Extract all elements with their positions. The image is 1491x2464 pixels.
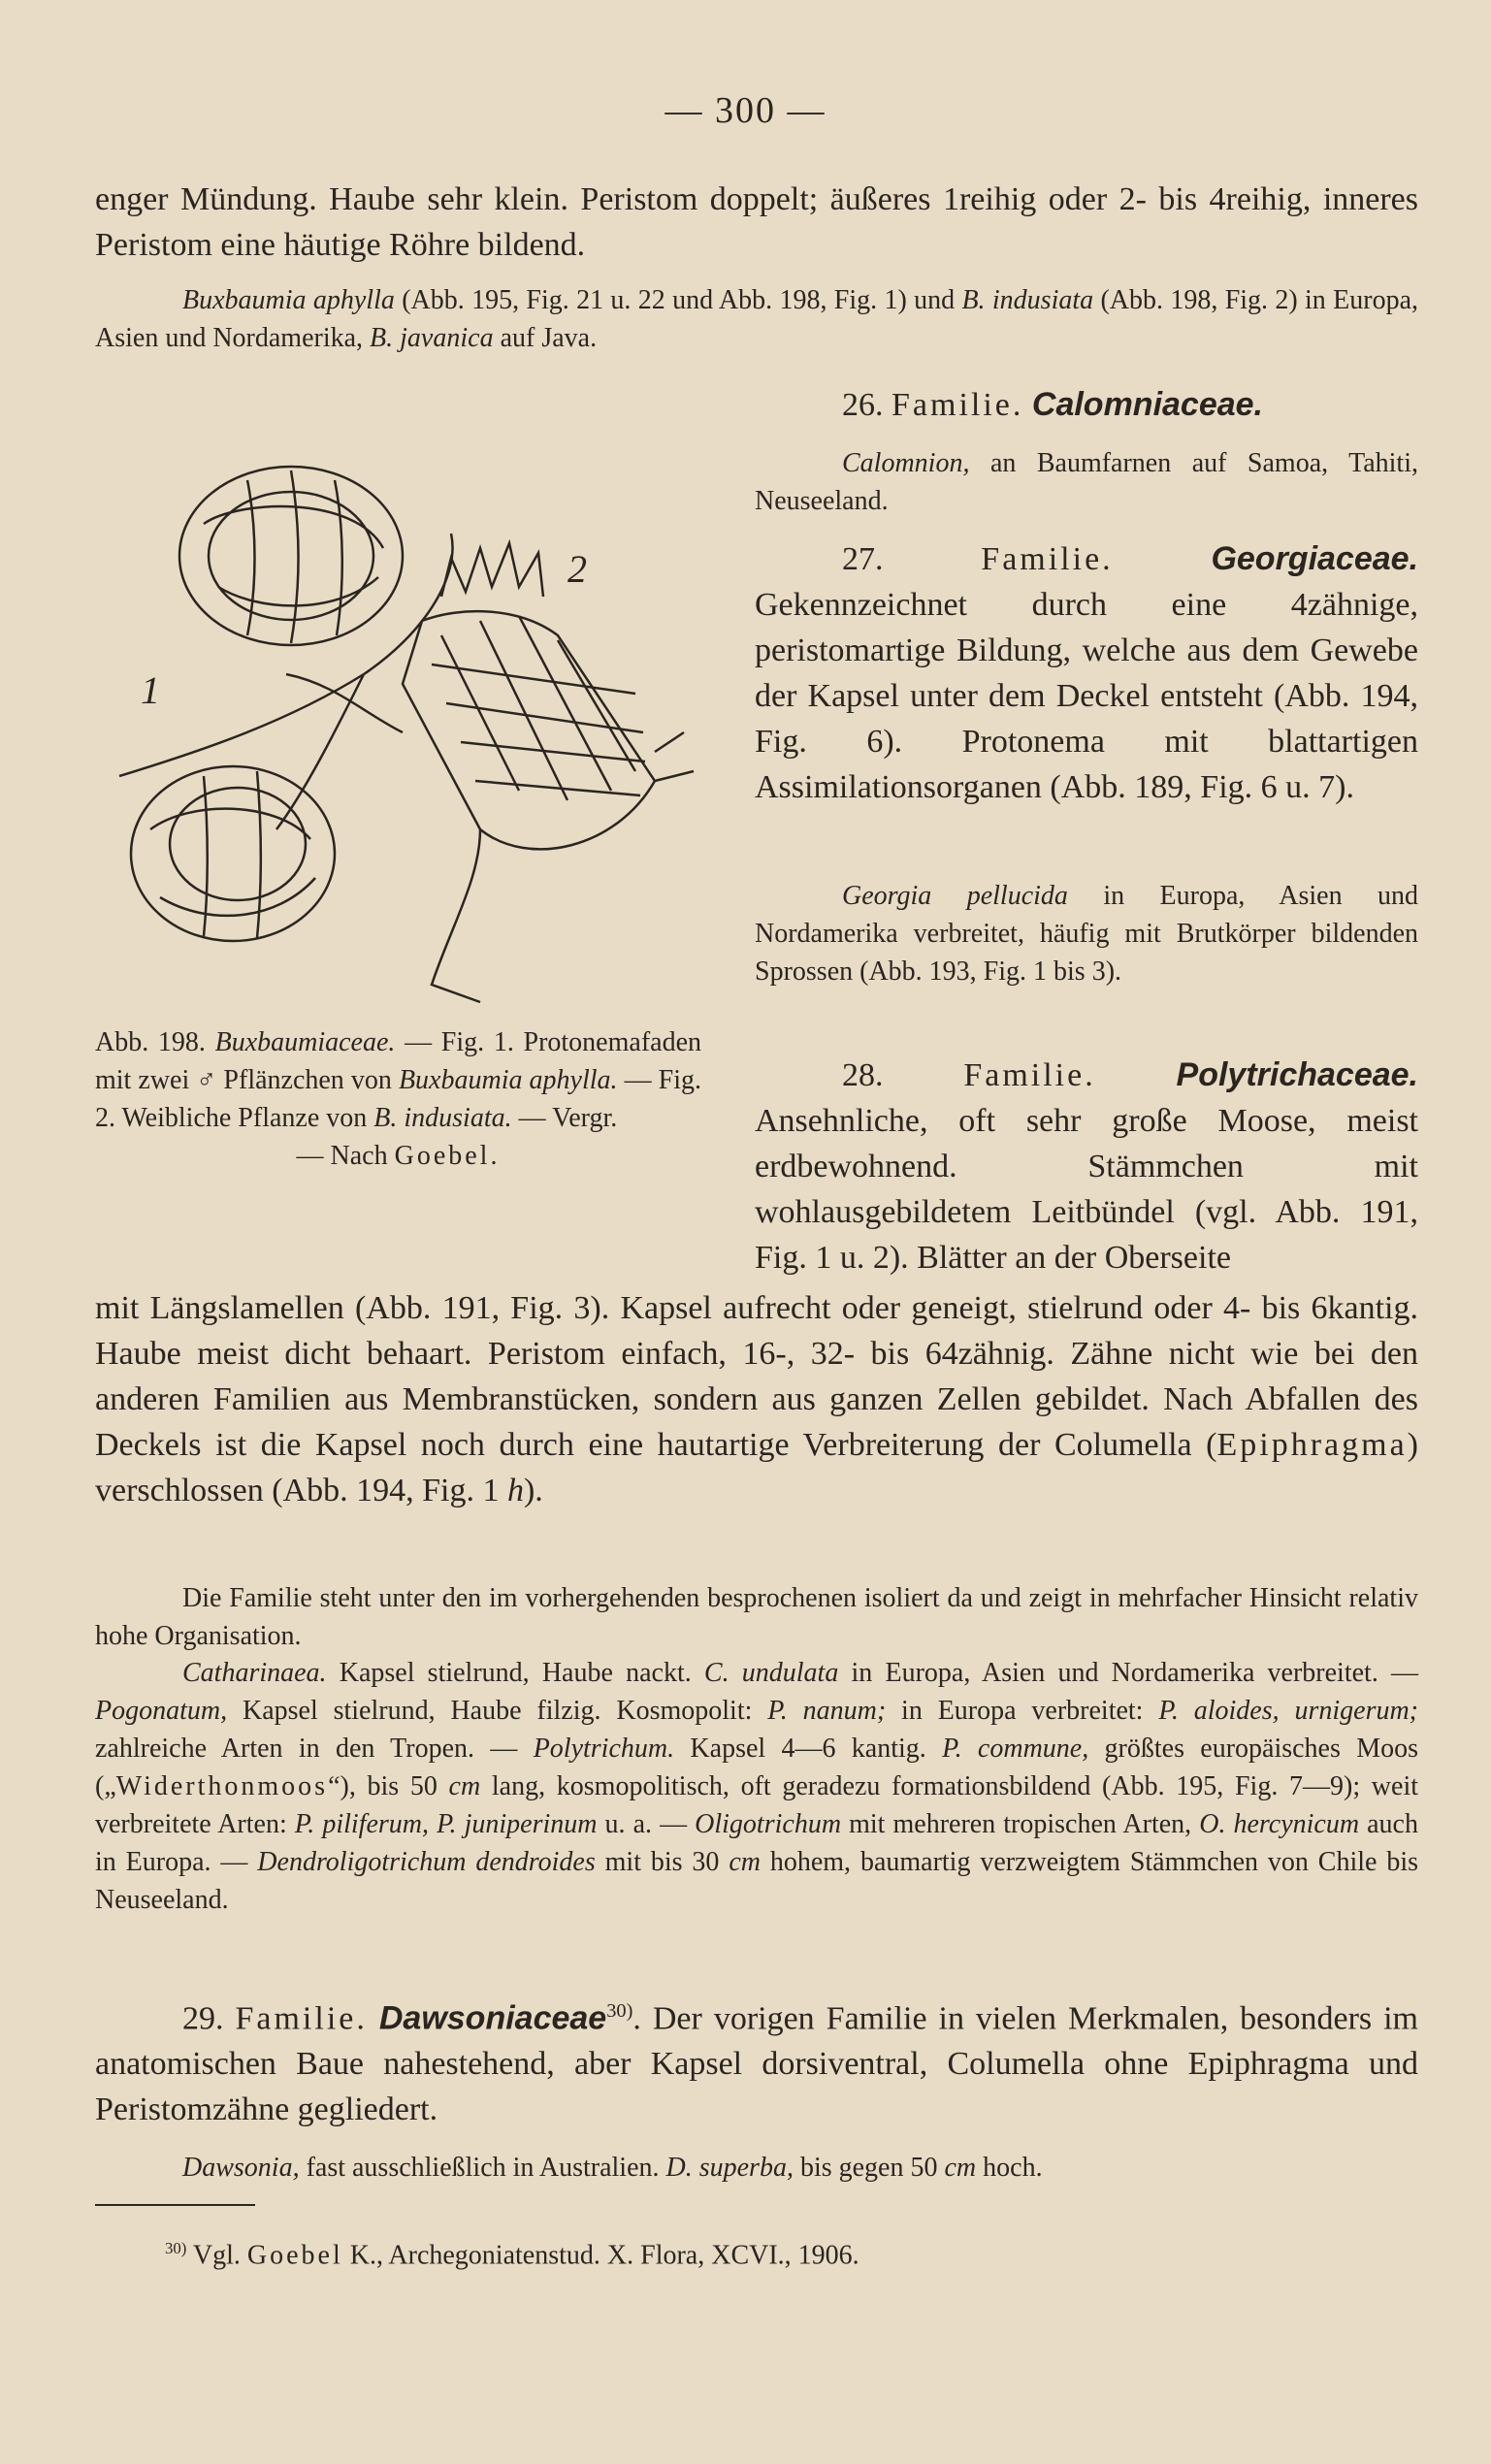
caption-species: B. indusiata. — [373, 1103, 512, 1133]
note-text: (Abb. 195, Fig. 21 u. 22 und Abb. 198, Fig. 1) und — [394, 285, 962, 315]
family-text: ) verschlossen (Abb. 194, Fig. 1 — [95, 1427, 1418, 1508]
spaced-term: Widerthonmoos — [115, 1771, 329, 1801]
family-label: Familie. — [981, 541, 1114, 577]
species-name: P. piliferum, P. juniperinum — [294, 1809, 598, 1839]
note-text: zahlreiche Arten in den Tropen. — — [95, 1734, 534, 1764]
species-name: P. nanum; — [767, 1696, 887, 1726]
family-label: Familie. — [963, 1057, 1096, 1093]
note-text: größtes europäisches Moos („ — [95, 1734, 1418, 1801]
note-text: an Baumfarnen auf Samoa, Tahiti, Neuseeland. — [755, 448, 1418, 516]
note-text: Kapsel stielrund, Haube nackt. — [326, 1658, 704, 1688]
unit: cm — [944, 2153, 977, 2183]
note-text: u. a. — — [597, 1809, 696, 1839]
species-name: Dendroligotrichum dendroides — [257, 1847, 596, 1877]
caption-text: — Fig. 2. Weibliche Pflanze von — [95, 1065, 701, 1133]
family-text: . Der vorigen Familie in vielen Merkmalen, besonders im anatomischen Baue nahestehend, aber Kapsel dorsiventral, Columella ohne Epiphragma und Peristomzähne gegliedert. — [95, 2000, 1419, 2128]
species-name: Georgia pellucida — [842, 881, 1068, 911]
note-text: (Abb. 198, Fig. 2) in Europa, Asien und Nordamerika, — [95, 285, 1419, 353]
upper-capsule — [179, 467, 403, 645]
genus-name: Catharinaea. — [182, 1658, 327, 1688]
family-27-note — [755, 877, 1418, 990]
family-26-note — [755, 444, 1418, 520]
footnote — [165, 2229, 859, 2275]
note-text: hohem, baumartig verzweigtem Stämmchen von Chile bis Neuseeland. — [95, 1847, 1419, 1915]
species-name: B. indusiata — [961, 285, 1094, 315]
isolated-note: Die Familie steht unter den im vorhergehenden besprochenen isoliert da und zeigt in mehrfacher Hinsicht relativ hohe Organisation. — [95, 1583, 1418, 1651]
family-label: Familie. — [235, 2000, 368, 2037]
dawsonia-note — [95, 2149, 1418, 2187]
family-text: Gekennzeichnet durch eine 4zähnige, peristomartige Bildung, welche aus dem Gewebe der Kapsel unter dem Deckel entsteht (Abb. 194, Fig. 6). Protonema mit blattartigen Assimilationsorganen (Abb. 189, Fig. 6 u. 7). — [755, 587, 1418, 805]
note-text: in Europa, Asien und Nordamerika verbreitet. — — [838, 1658, 1419, 1688]
note-text: Kapsel 4—6 kantig. — [674, 1734, 943, 1764]
genera-note — [95, 1654, 1418, 1919]
female-plant — [403, 611, 655, 849]
footnote-author: Goebel — [246, 2240, 343, 2271]
unit: cm — [729, 1847, 761, 1877]
family-name: Georgiaceae. — [1211, 540, 1419, 577]
genus-name: Polytrichum. — [533, 1734, 675, 1764]
figure-caption — [95, 1023, 701, 1175]
footnote-divider — [95, 2204, 255, 2206]
footnote-ref: 30) — [606, 2000, 633, 2022]
note-text: hoch. — [976, 2153, 1043, 2183]
note-text: auf Java. — [493, 323, 598, 353]
family-27-paragraph — [755, 536, 1418, 810]
unit: cm — [448, 1771, 481, 1801]
figure-label-1: 1 — [141, 668, 160, 712]
note-text: bis gegen 50 — [793, 2153, 945, 2183]
caption-text: — Fig. 1. Protonemafaden mit zwei ♂ Pflänzchen von — [95, 1027, 701, 1095]
species-name: P. commune, — [942, 1734, 1089, 1764]
species-name: C. undulata — [703, 1658, 839, 1688]
family-number: 28. — [842, 1057, 964, 1093]
family-name: Dawsoniaceae — [378, 1999, 607, 2037]
note-text: in Europa, Asien und Nordamerika verbreitet, häufig mit Brutkörper bildenden Sprossen (Abb. 193, Fig. 1 bis 3). — [755, 881, 1418, 987]
caption-species: Buxbaumia aphylla. — [398, 1065, 618, 1095]
caption-text: — Nach — [296, 1141, 395, 1171]
note-text: mit mehreren tropischen Arten, — [841, 1809, 1200, 1839]
page-number: — 300 — — [664, 90, 827, 131]
genus-name: Dawsonia, — [182, 2153, 300, 2183]
footnote-text: K., Archegoniatenstud. X. Flora, XCVI., 1906. — [342, 2240, 859, 2271]
family-28-full — [95, 1285, 1418, 1513]
family-text: ). — [523, 1473, 543, 1508]
buxbaumia-note — [95, 281, 1418, 357]
note-text: in Europa verbreitet: — [886, 1696, 1159, 1726]
family-number: 27. — [842, 541, 982, 577]
footnote-number: 30) — [165, 2239, 187, 2257]
family-name: Polytrichaceae. — [1176, 1056, 1418, 1093]
family-26-heading — [842, 382, 1418, 428]
family-number: 26. — [842, 387, 891, 423]
note-text: Kapsel stielrund, Haube filzig. Kosmopolit: — [227, 1696, 768, 1726]
figure-label-2: 2 — [567, 547, 587, 591]
family-29-paragraph — [95, 1989, 1418, 2132]
caption-author: Goebel. — [394, 1141, 501, 1171]
note-text: lang, kosmopolitisch, oft geradezu formationsbildend (Abb. 195, Fig. 7—9); weit verbreitete Arten: — [95, 1771, 1418, 1839]
genus-name: Oligotrichum — [695, 1809, 842, 1839]
family-text: Ansehnliche, oft sehr große Moose, meist erdbewohnend. Stämmchen mit wohlausgebildetem Leitbündel (vgl. Abb. 191, Fig. 1 u. 2). Blätter an der Oberseite — [755, 1103, 1418, 1276]
caption-text: — Vergr. — [511, 1103, 618, 1133]
family-text: mit Längslamellen (Abb. 191, Fig. 3). Kapsel aufrecht oder geneigt, stielrund oder 4- bis 6kantig. Haube meist dicht behaart. Peristom einfach, 16-, 32- bis 64zähnig. Zähne nicht wie bei den anderen Familien aus Membranstücken, sondern aus ganzen Zellen gebildet. Nach Abfallen des Deckels ist die Kapsel noch durch eine hautartige Verbreiterung der Columella ( — [95, 1290, 1418, 1463]
family-28-side — [755, 1053, 1418, 1281]
species-name: D. superba, — [665, 2153, 794, 2183]
protonema-thread — [119, 534, 453, 776]
species-name: P. aloides, urnigerum; — [1158, 1696, 1419, 1726]
species-name: O. hercynicum — [1199, 1809, 1360, 1839]
intro-paragraph: enger Mündung. Haube sehr klein. Peristom doppelt; äußeres 1reihig oder 2- bis 4reihig, inneres Peristom eine häutige Röhre bildend. — [95, 181, 1418, 263]
family-number: 29. — [182, 2000, 236, 2037]
caption-text: Abb. 198. — [95, 1027, 215, 1057]
moss-illustration — [112, 441, 703, 1028]
spaced-term: Epiphragma — [1216, 1427, 1408, 1463]
family-name: Calomniaceae. — [1031, 386, 1264, 423]
species-name: Buxbaumia aphylla — [182, 285, 395, 315]
figure-letter: h — [506, 1473, 524, 1508]
species-name: Calomnion, — [842, 448, 970, 478]
note-text: mit bis 30 — [595, 1847, 729, 1877]
species-name: B. javanica — [370, 323, 494, 353]
note-text: fast ausschließlich in Australien. — [299, 2153, 666, 2183]
note-text: auch in Europa. — — [95, 1809, 1418, 1877]
note-text: “), bis 50 — [328, 1771, 449, 1801]
family-label: Familie. — [891, 387, 1024, 423]
caption-family: Buxbaumiaceae. — [214, 1027, 396, 1057]
footnote-text: Vgl. — [186, 2240, 247, 2271]
genus-name: Pogonatum, — [95, 1696, 228, 1726]
